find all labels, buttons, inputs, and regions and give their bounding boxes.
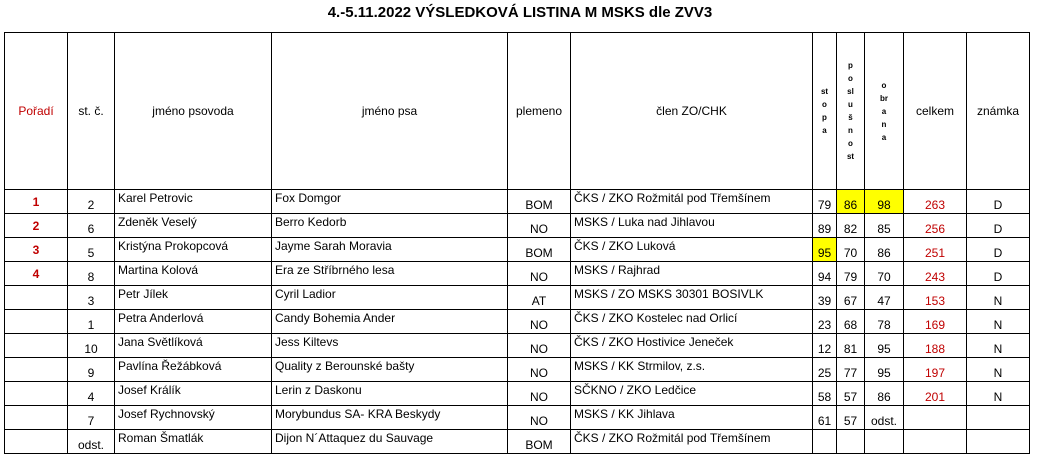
cell-club: MSKS / KK Jihlava [571, 406, 813, 430]
cell-dog: Fox Domgor [272, 190, 508, 214]
header-handler: jméno psovoda [115, 33, 272, 190]
cell-club: MSKS / Luka nad Jihlavou [571, 214, 813, 238]
cell-dog: Lerin z Daskonu [272, 382, 508, 406]
cell-protection: 78 [865, 310, 904, 334]
cell-grade: N [967, 310, 1030, 334]
cell-dog: Jayme Sarah Moravia [272, 238, 508, 262]
cell-tracking: 58 [813, 382, 837, 406]
cell-grade: N [967, 382, 1030, 406]
cell-dog: Quality z Berounské bašty [272, 358, 508, 382]
cell-club: ČKS / ZKO Luková [571, 238, 813, 262]
cell-handler: Zdeněk Veselý [115, 214, 272, 238]
cell-total: 197 [904, 358, 967, 382]
table-row [5, 406, 1030, 430]
table-row [5, 262, 1030, 286]
cell-breed: BOM [508, 430, 571, 454]
header-club: člen ZO/CHK [571, 33, 813, 190]
cell-total: 188 [904, 334, 967, 358]
cell-dog: Morybundus SA- KRA Beskydy [272, 406, 508, 430]
cell-total [904, 430, 967, 454]
header-tracking-cell [813, 33, 837, 190]
cell-dog: Jess Kiltevs [272, 334, 508, 358]
cell-dog: Era ze Stříbrného lesa [272, 262, 508, 286]
cell-protection: 98 [865, 190, 904, 214]
header-obedience: poslušnost [846, 61, 855, 161]
cell-breed: NO [508, 358, 571, 382]
cell-club: ČKS / ZKO Kostelec nad Orlicí [571, 310, 813, 334]
cell-rank: 3 [5, 238, 68, 262]
cell-rank [5, 286, 68, 310]
cell-grade: D [967, 214, 1030, 238]
cell-breed: AT [508, 286, 571, 310]
cell-club: ČKS / ZKO Rožmitál pod Třemšínem [571, 430, 813, 454]
table-row [5, 334, 1030, 358]
cell-handler: Petra Anderlová [115, 310, 272, 334]
cell-tracking: 23 [813, 310, 837, 334]
header-total: celkem [904, 33, 967, 190]
cell-total: 243 [904, 262, 967, 286]
page-title: 4.-5.11.2022 VÝSLEDKOVÁ LISTINA M MSKS dle ZVV3 [327, 4, 713, 21]
cell-start-number: odst. [68, 430, 115, 454]
cell-handler: Roman Šmatlák [115, 430, 272, 454]
cell-handler: Josef Rychnovský [115, 406, 272, 430]
cell-tracking: 89 [813, 214, 837, 238]
table-row [5, 382, 1030, 406]
cell-protection: 95 [865, 358, 904, 382]
cell-protection: 85 [865, 214, 904, 238]
header-protection-cell [865, 33, 904, 190]
table-row [5, 214, 1030, 238]
cell-start-number: 3 [68, 286, 115, 310]
cell-start-number: 8 [68, 262, 115, 286]
cell-start-number: 7 [68, 406, 115, 430]
cell-rank [5, 382, 68, 406]
cell-breed: BOM [508, 190, 571, 214]
cell-tracking: 79 [813, 190, 837, 214]
cell-rank [5, 310, 68, 334]
header-protection: obrana [880, 80, 888, 142]
results-table [4, 32, 1030, 454]
table-row [5, 238, 1030, 262]
cell-start-number: 10 [68, 334, 115, 358]
table-row [5, 430, 1030, 454]
cell-tracking: 61 [813, 406, 837, 430]
cell-handler: Kristýna Prokopcová [115, 238, 272, 262]
cell-tracking: 12 [813, 334, 837, 358]
cell-club: ČKS / ZKO Hostivice Jeneček [571, 334, 813, 358]
cell-obedience: 68 [837, 310, 865, 334]
cell-club: MSKS / Rajhrad [571, 262, 813, 286]
cell-total: 201 [904, 382, 967, 406]
header-breed: plemeno [508, 33, 571, 190]
cell-obedience: 57 [837, 382, 865, 406]
cell-rank [5, 334, 68, 358]
cell-club: SČKNO / ZKO Ledčice [571, 382, 813, 406]
cell-start-number: 6 [68, 214, 115, 238]
header-tracking: stopa [820, 87, 829, 135]
cell-total: 169 [904, 310, 967, 334]
cell-total: 263 [904, 190, 967, 214]
cell-grade: N [967, 286, 1030, 310]
header-row [5, 33, 1030, 190]
cell-breed: NO [508, 262, 571, 286]
cell-handler: Martina Kolová [115, 262, 272, 286]
cell-grade [967, 406, 1030, 430]
cell-tracking: 95 [813, 238, 837, 262]
cell-protection: 47 [865, 286, 904, 310]
cell-handler: Petr Jílek [115, 286, 272, 310]
cell-protection: 86 [865, 382, 904, 406]
cell-dog: Cyril Ladior [272, 286, 508, 310]
cell-dog: Candy Bohemia Ander [272, 310, 508, 334]
cell-breed: NO [508, 310, 571, 334]
cell-tracking: 39 [813, 286, 837, 310]
cell-protection: odst. [865, 406, 904, 430]
cell-handler: Jana Světlíková [115, 334, 272, 358]
header-rank: Pořadí [5, 33, 68, 190]
cell-rank: 1 [5, 190, 68, 214]
cell-breed: NO [508, 406, 571, 430]
cell-obedience: 82 [837, 214, 865, 238]
cell-handler: Karel Petrovic [115, 190, 272, 214]
cell-grade [967, 430, 1030, 454]
cell-obedience: 57 [837, 406, 865, 430]
cell-tracking: 25 [813, 358, 837, 382]
cell-protection: 95 [865, 334, 904, 358]
table-row [5, 286, 1030, 310]
cell-grade: D [967, 262, 1030, 286]
cell-protection: 70 [865, 262, 904, 286]
cell-club: MSKS / ZO MSKS 30301 BOSIVLK [571, 286, 813, 310]
cell-rank: 2 [5, 214, 68, 238]
cell-breed: NO [508, 382, 571, 406]
cell-grade: D [967, 238, 1030, 262]
cell-rank [5, 358, 68, 382]
cell-rank: 4 [5, 262, 68, 286]
header-obedience-cell [837, 33, 865, 190]
cell-dog: Berro Kedorb [272, 214, 508, 238]
cell-obedience: 81 [837, 334, 865, 358]
cell-breed: BOM [508, 238, 571, 262]
cell-obedience: 86 [837, 190, 865, 214]
header-grade: známka [967, 33, 1030, 190]
table-row [5, 310, 1030, 334]
cell-tracking: 94 [813, 262, 837, 286]
cell-rank [5, 406, 68, 430]
cell-rank [5, 430, 68, 454]
cell-protection: 86 [865, 238, 904, 262]
cell-total: 256 [904, 214, 967, 238]
cell-obedience: 79 [837, 262, 865, 286]
cell-handler: Pavlína Řežábková [115, 358, 272, 382]
cell-club: ČKS / ZKO Rožmitál pod Třemšínem [571, 190, 813, 214]
cell-dog: Dijon N´Attaquez du Sauvage [272, 430, 508, 454]
cell-total: 251 [904, 238, 967, 262]
cell-protection [865, 430, 904, 454]
header-dog: jméno psa [272, 33, 508, 190]
cell-start-number: 4 [68, 382, 115, 406]
cell-total [904, 406, 967, 430]
cell-start-number: 9 [68, 358, 115, 382]
table-row [5, 190, 1030, 214]
cell-start-number: 1 [68, 310, 115, 334]
cell-obedience: 70 [837, 238, 865, 262]
cell-grade: N [967, 358, 1030, 382]
cell-grade: D [967, 190, 1030, 214]
cell-grade: N [967, 334, 1030, 358]
cell-obedience: 67 [837, 286, 865, 310]
cell-obedience [837, 430, 865, 454]
cell-start-number: 2 [68, 190, 115, 214]
cell-club: MSKS / KK Strmilov, z.s. [571, 358, 813, 382]
header-start-number: st. č. [68, 33, 115, 190]
cell-breed: NO [508, 214, 571, 238]
cell-breed: NO [508, 334, 571, 358]
cell-tracking [813, 430, 837, 454]
cell-handler: Josef Králík [115, 382, 272, 406]
cell-obedience: 77 [837, 358, 865, 382]
cell-total: 153 [904, 286, 967, 310]
table-row [5, 358, 1030, 382]
cell-start-number: 5 [68, 238, 115, 262]
results-body [5, 190, 1030, 454]
